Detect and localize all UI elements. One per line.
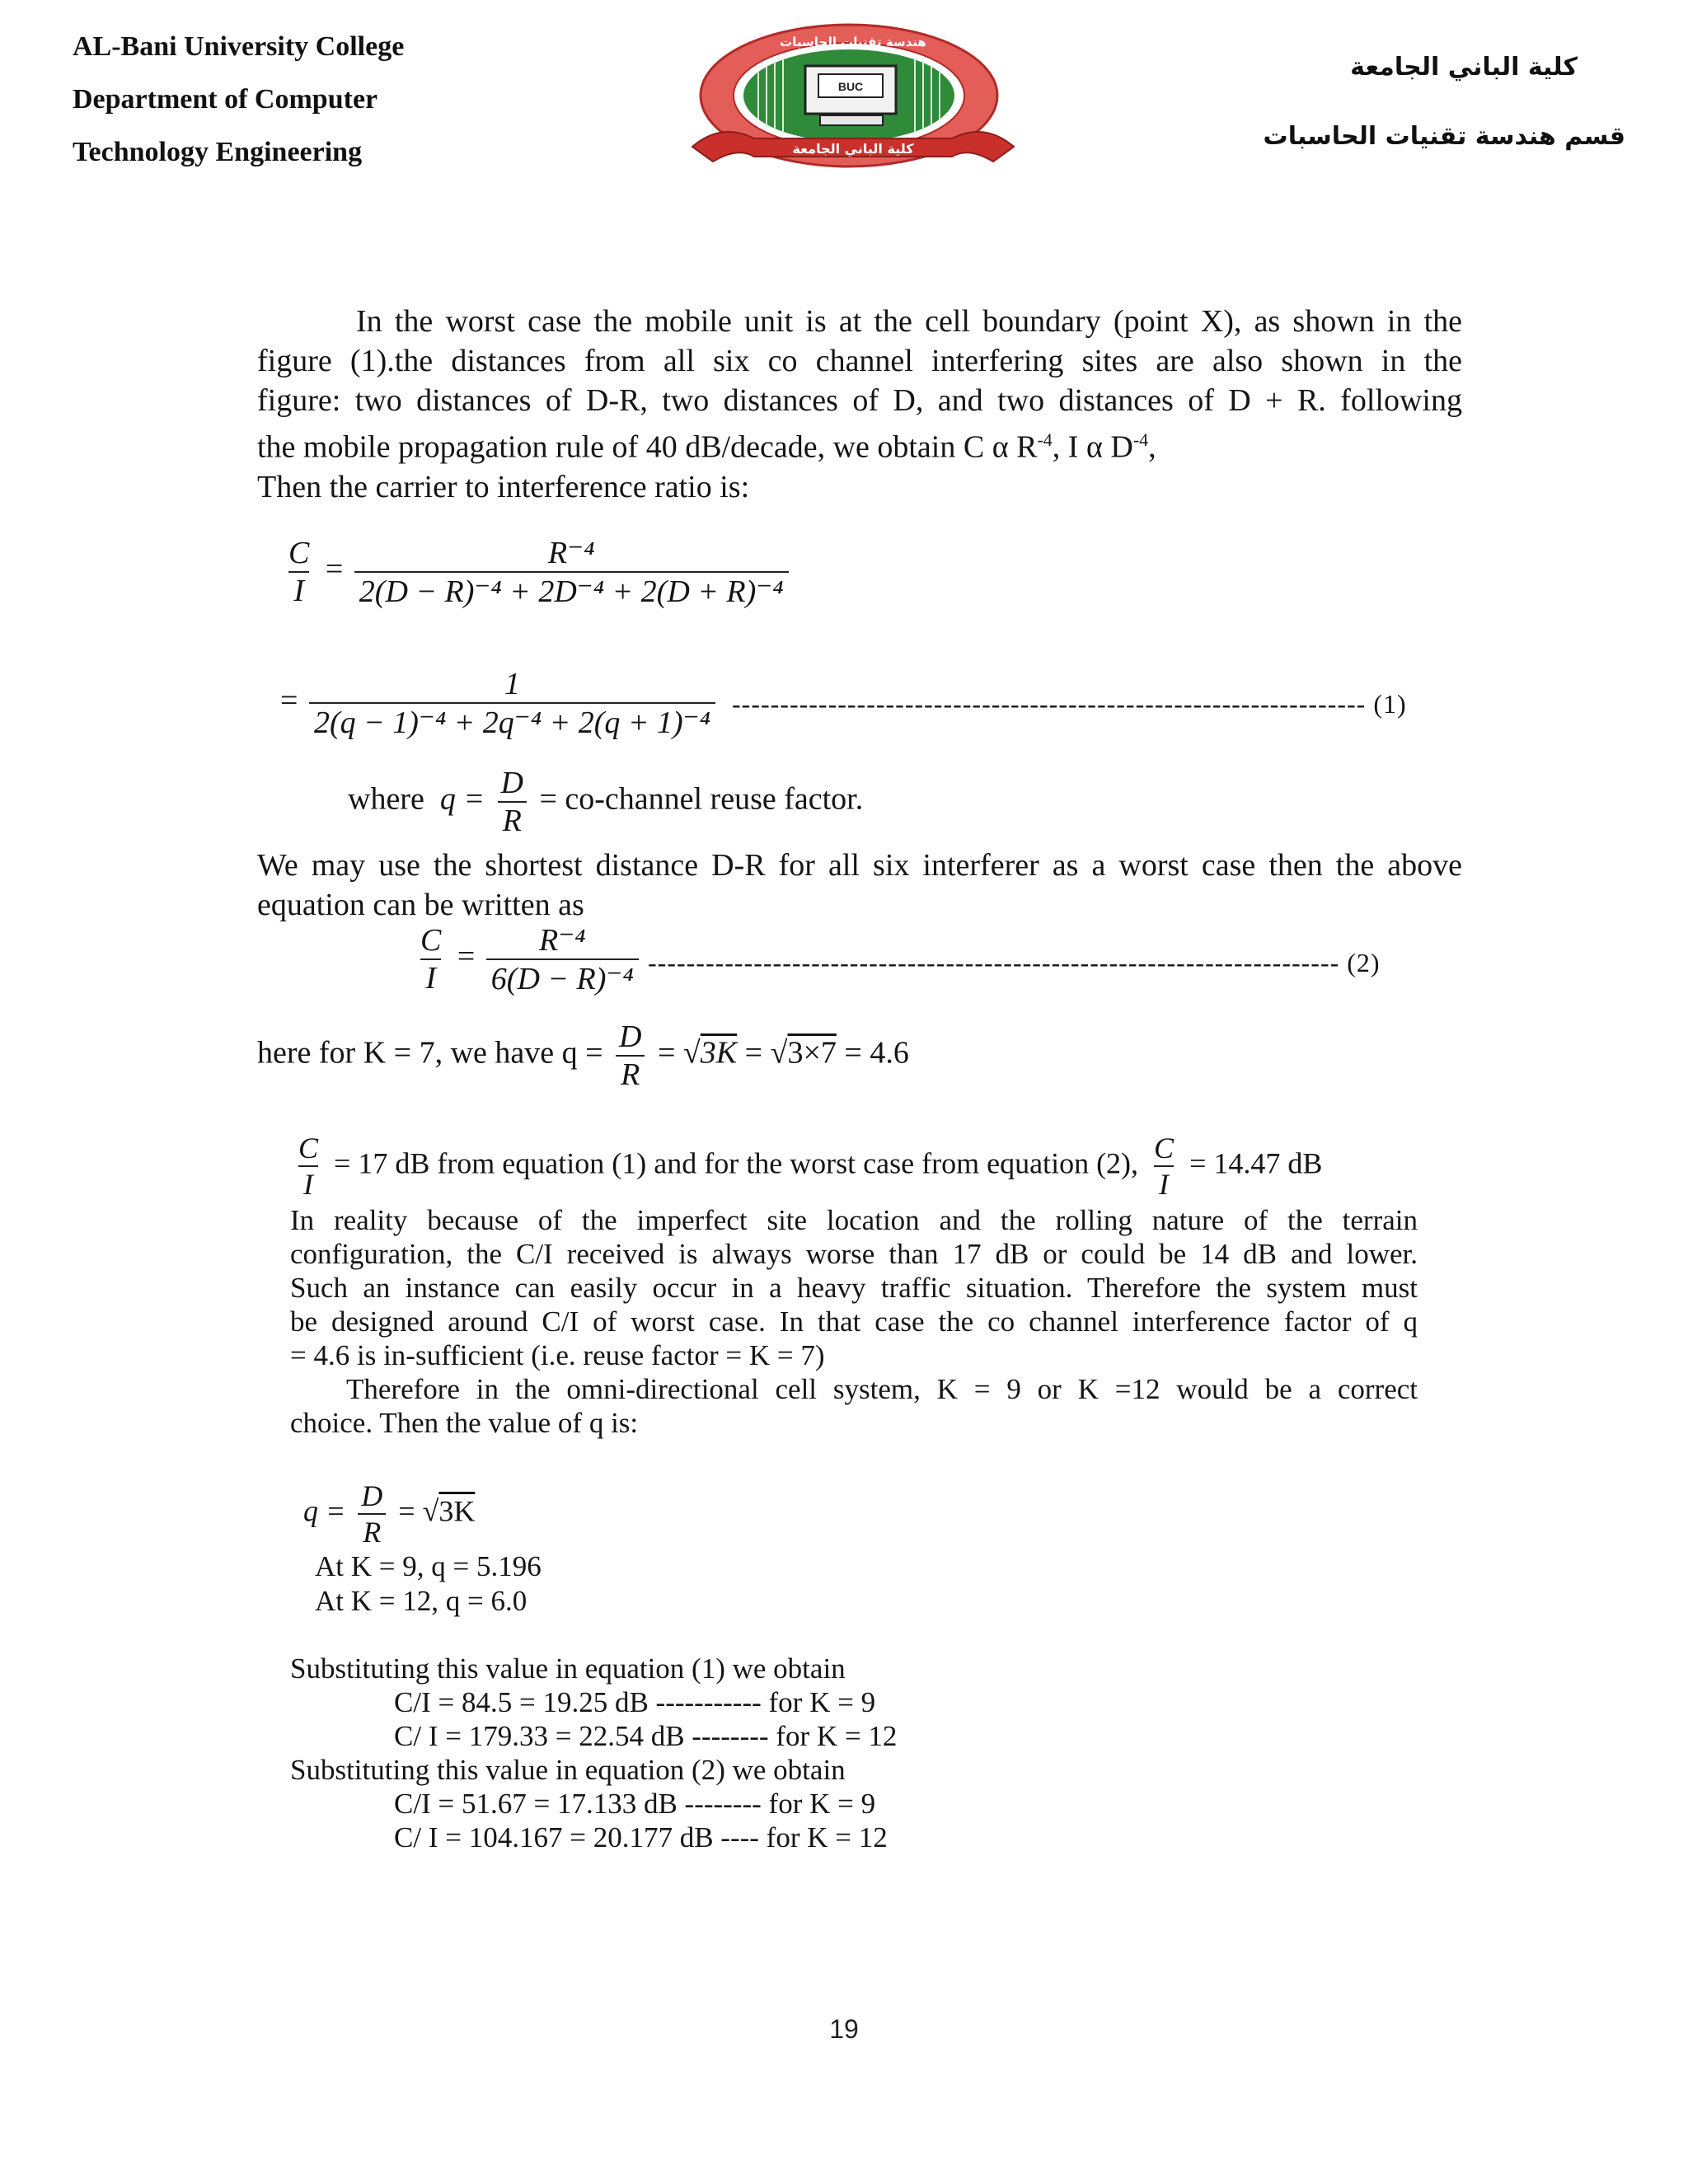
sub-eq1-k9: C/I = 84.5 = 19.25 dB ----------- for K = 9 <box>394 1686 876 1718</box>
intro-line-3: figure: two distances of D-R, two distances of D, and two distances of D + R. following <box>257 383 1462 418</box>
header-right-line-2: قسم هندسة تقنيات الحاسبات <box>1263 122 1625 151</box>
header-left-line-1: AL-Bani University College <box>73 31 405 62</box>
ci-result-fraction-2: $\frac{C}{I}$ <box>1154 1132 1175 1201</box>
sub-eq2-heading: Substituting this value in equation (2) we obtain <box>290 1754 846 1786</box>
ci-result-fraction-1: $\frac{C}{I}$ <box>298 1132 319 1201</box>
intro-paragraph <box>257 302 1462 507</box>
q-value-k9: At K = 9, q = 5.196 <box>315 1550 542 1582</box>
eq1-rhs-fraction: $\frac{\text{R⁻⁴}}{\text{2(D − R)⁻⁴ + 2D⁻⁴ + 2(D + R)⁻⁴}}$ <box>354 534 789 610</box>
reality-paragraph <box>290 1203 1418 1440</box>
eq2-lhs-fraction: $\frac{C}{I}$ <box>420 923 442 996</box>
sub-eq2-k12: C/ I = 104.167 = 20.177 dB ---- for K = 12 <box>394 1821 888 1854</box>
q-for-k7-line: here for K = 7, we have q = $\frac{D}{R}$ = √3K = √3×7 = 4.6 <box>257 1019 909 1092</box>
sub-eq1-heading: Substituting this value in equation (1) we obtain <box>290 1652 846 1685</box>
where-fraction: $\frac{D}{R}$ <box>496 765 528 839</box>
reality-line-1: In reality because of the imperfect site location and the rolling nature of the terrain <box>290 1204 1418 1236</box>
intro-line-2: figure (1).the distances from all six co channel interfering sites are also shown in the <box>257 344 1462 378</box>
q-value-k12: At K = 12, q = 6.0 <box>315 1585 528 1617</box>
worst-case-paragraph <box>257 846 1462 925</box>
then-line: Then the carrier to interference ratio is: <box>257 469 750 504</box>
q-fraction: $\frac{D}{R}$ <box>356 1479 387 1549</box>
here-fraction: $\frac{D}{R}$ <box>614 1019 646 1093</box>
college-logo <box>688 23 1018 180</box>
svg-text:BUC: BUC <box>837 80 864 93</box>
eq1b-fraction: $\frac{1}{\text{2(q − 1)⁻⁴ + 2q⁻⁴ + 2(q + 1)⁻⁴}}$ <box>309 666 715 741</box>
header-right-line-1: كلية الباني الجامعة <box>1350 53 1578 82</box>
ci-fraction: $\frac{C}{I}$ <box>288 536 310 608</box>
equation-ci-ratio: $\frac{C}{I}$ = $\frac{\text{R⁻⁴}}{\text{2(D − R)⁻⁴ + 2D⁻⁴ + 2(D + R)⁻⁴}}$ <box>280 534 792 610</box>
equation-2-label: ------------------------------------------------------------------------ (2) <box>648 948 1381 977</box>
omni-line-1: Therefore in the omni-directional cell system, K = 9 or K =12 would be a correct <box>346 1373 1418 1405</box>
reality-line-4: be designed around C/I of worst case. In that case the co channel interference factor of q <box>290 1305 1418 1338</box>
ci-result-line: $\frac{C}{I}$ = 17 dB from equation (1) and for the worst case from equation (2), $\frac{C}{I}$ = 14.47 dB <box>290 1131 1322 1202</box>
equation-2: $\frac{C}{I}$ = $\frac{\text{R⁻⁴}}{\text{6(D − R)⁻⁴}}$ <box>412 921 642 997</box>
worst-case-line-2: equation can be written as <box>257 888 584 922</box>
svg-text:كلية الباني الجامعة: كلية الباني الجامعة <box>792 141 914 157</box>
q-values <box>315 1549 542 1619</box>
sub-eq2-k9: C/I = 51.67 = 17.133 dB -------- for K = 9 <box>394 1788 876 1820</box>
intro-line-1: In the worst case the mobile unit is at the cell boundary (point X), as shown in the <box>356 304 1462 339</box>
sub-eq1-k12: C/ I = 179.33 = 22.54 dB -------- for K = 12 <box>394 1720 898 1752</box>
reality-line-3: Such an instance can easily occur in a heavy traffic situation. Therefore the system must <box>290 1272 1418 1304</box>
svg-text:هندسة تقنيات الحاسبات: هندسة تقنيات الحاسبات <box>780 35 926 49</box>
omni-line-2: choice. Then the value of q is: <box>290 1407 639 1439</box>
college-logo-svg <box>688 23 1018 180</box>
equation-1-label: ------------------------------------------------------------------ (1) <box>732 689 1407 719</box>
intro-line-4: the mobile propagation rule of 40 dB/decade, we obtain C α $R^{-4}$, I α $D^{-4}$, <box>257 429 1156 465</box>
eq2-rhs-fraction: $\frac{\text{R⁻⁴}}{\text{6(D − R)⁻⁴}}$ <box>486 921 639 997</box>
q-equation: q = $\frac{D}{R}$ = √3K <box>303 1479 476 1549</box>
where-line: where q = $\frac{D}{R}$ = co-channel reuse factor. <box>348 766 864 838</box>
substitution-results <box>290 1652 897 1854</box>
header-left-line-3: Technology Engineering <box>73 137 363 167</box>
reality-line-2: configuration, the C/I received is always worse than 17 dB or could be 14 dB and lower. <box>290 1238 1418 1270</box>
page-number: 19 <box>829 2014 859 2044</box>
worst-case-line-1: We may use the shortest distance D-R for all six interferer as a worst case then the above <box>257 848 1462 883</box>
header-left-line-2: Department of Computer <box>73 84 378 115</box>
equation-1-q-form: = $\frac{1}{\text{2(q − 1)⁻⁴ + 2q⁻⁴ + 2(q + 1)⁻⁴}}$ <box>280 666 719 741</box>
reality-line-5: = 4.6 is in-sufficient (i.e. reuse factor = K = 7) <box>290 1339 825 1371</box>
